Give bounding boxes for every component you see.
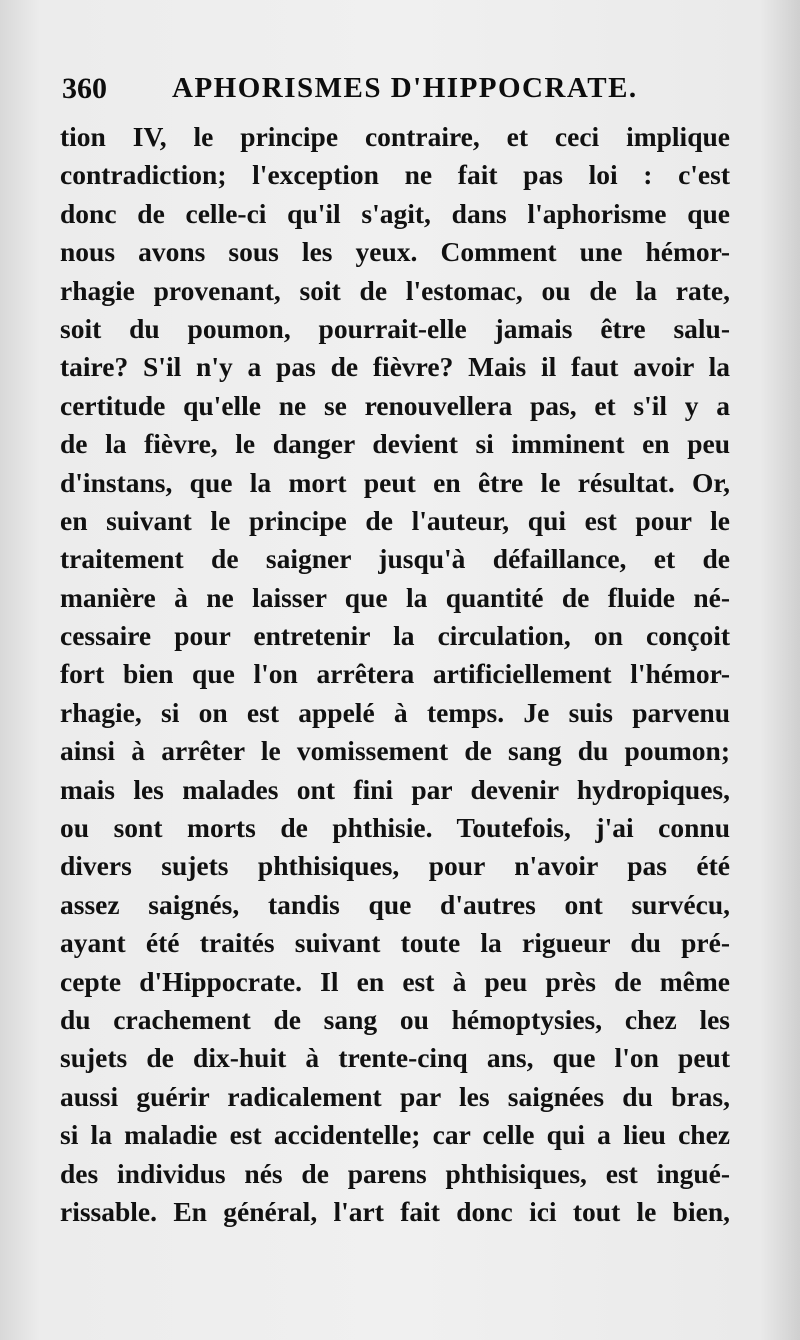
text-line: d'instans, que la mort peut en être le résultat. Or, [60, 466, 730, 498]
text-line: en suivant le principe de l'auteur, qui est pour le [60, 504, 730, 536]
text-line: nous avons sous les yeux. Comment une hémor- [60, 236, 730, 268]
text-line: ou sont morts de phthisie. Toutefois, j'ai connu [60, 812, 730, 844]
text-line: de la fièvre, le danger devient si imminent en peu [60, 428, 730, 460]
text-line: rhagie, si on est appelé à temps. Je suis parvenu [60, 696, 730, 728]
text-line: tion IV, le principe contraire, et ceci implique [60, 121, 730, 152]
page-number: 360 [62, 72, 107, 105]
text-line: mais les malades ont fini par devenir hydropiques, [60, 773, 730, 805]
text-line: certitude qu'elle ne se renouvellera pas, et s'il y a [60, 389, 730, 421]
text-line: fort bien que l'on arrêtera artificiellement l'hémor- [60, 658, 730, 690]
text-line: rhagie provenant, soit de l'estomac, ou de la rate, [60, 274, 730, 306]
text-line: traitement de saigner jusqu'à défaillance, et de [60, 543, 730, 575]
text-line: ayant été traités suivant toute la rigueur du pré- [60, 927, 730, 959]
running-head: APHORISMES D'HIPPOCRATE. [172, 72, 638, 104]
text-line: manière à ne laisser que la quantité de fluide né- [60, 581, 730, 613]
text-line: sujets de dix-huit à trente-cinq ans, que l'on peut [60, 1042, 730, 1074]
text-line: cepte d'Hippocrate. Il en est à peu près de même [60, 965, 730, 997]
text-line: du crachement de sang ou hémoptysies, chez les [60, 1003, 730, 1035]
text-line: assez saignés, tandis que d'autres ont survécu, [60, 888, 730, 920]
text-line: soit du poumon, pourrait-elle jamais être salu- [60, 312, 730, 344]
text-line: ainsi à arrêter le vomissement de sang du poumon; [60, 735, 730, 767]
text-line: taire? S'il n'y a pas de fièvre? Mais il faut avoir la [60, 351, 730, 383]
text-line: si la maladie est accidentelle; car celle qui a lieu chez [60, 1119, 730, 1151]
text-line: contradiction; l'exception ne fait pas loi : c'est [60, 159, 730, 191]
text-line: aussi guérir radicalement par les saignées du bras, [60, 1080, 730, 1112]
body-text [60, 118, 730, 1231]
text-line: donc de celle-ci qu'il s'agit, dans l'aphorisme que [60, 197, 730, 229]
text-line: cessaire pour entretenir la circulation, on conçoit [60, 620, 730, 652]
text-line: des individus nés de parens phthisiques, est ingué- [60, 1157, 730, 1189]
text-line: rissable. En général, l'art fait donc ici tout le bien, [60, 1195, 730, 1227]
text-line: divers sujets phthisiques, pour n'avoir pas été [60, 850, 730, 882]
page-header [62, 72, 742, 112]
